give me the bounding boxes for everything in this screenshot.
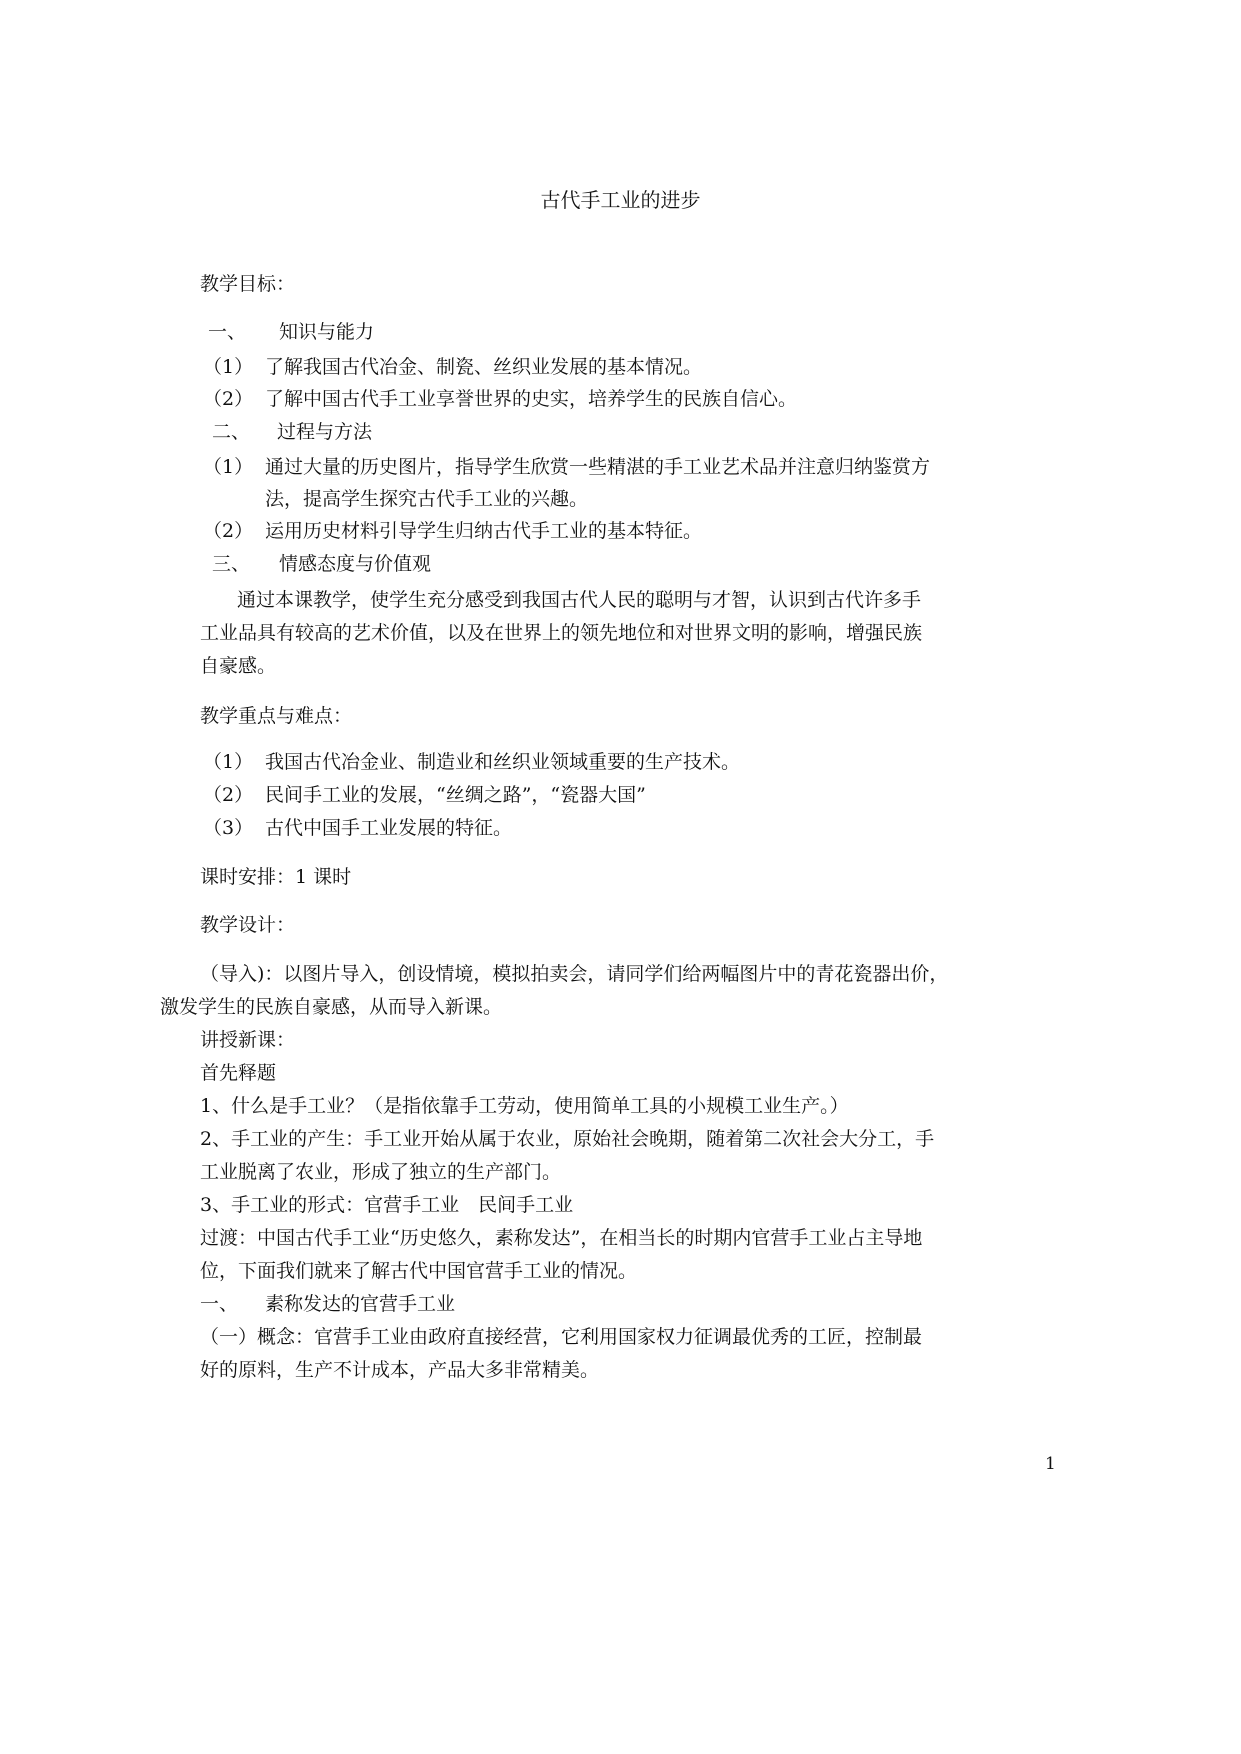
- explain-label: 首先释题: [200, 1062, 277, 1084]
- item-text-continuation: 法，提高学生探究古代手工业的兴趣。: [265, 488, 589, 510]
- paragraph-line: 3、手工业的形式：官营手工业 民间手工业: [200, 1194, 574, 1216]
- section-text: 知识与能力: [279, 321, 375, 343]
- item-text: 了解中国古代手工业享誉世界的史实，培养学生的民族自信心。: [265, 388, 798, 410]
- item-number: （3）: [203, 817, 254, 839]
- paragraph-line: 激发学生的民族自豪感，从而导入新课。: [160, 996, 503, 1018]
- section-text: 素称发达的官营手工业: [265, 1293, 456, 1315]
- page-number: 1: [1045, 1454, 1056, 1474]
- lecture-label: 讲授新课：: [200, 1029, 296, 1051]
- section-text: 过程与方法: [277, 421, 373, 443]
- paragraph-line: 1、什么是手工业？（是指依靠手工劳动，使用简单工具的小规模工业生产。）: [200, 1095, 849, 1117]
- keypoints-label: 教学重点与难点：: [200, 705, 353, 727]
- item-number: （2）: [203, 388, 254, 410]
- objectives-label: 教学目标：: [200, 273, 296, 295]
- item-text: 我国古代冶金业、制造业和丝织业领域重要的生产技术。: [265, 751, 741, 773]
- paragraph-line: 好的原料，生产不计成本，产品大多非常精美。: [200, 1359, 600, 1381]
- paragraph-line: （导入)：以图片导入，创设情境，模拟拍卖会，请同学们给两幅图片中的青花瓷器出价，: [200, 963, 949, 985]
- section-text: 情感态度与价值观: [279, 553, 432, 575]
- item-text: 民间手工业的发展，“丝绸之路”，“瓷器大国”: [265, 784, 646, 806]
- item-number: （2）: [203, 784, 254, 806]
- paragraph-line: 位，下面我们就来了解古代中国官营手工业的情况。: [200, 1260, 638, 1282]
- paragraph-line: 工业品具有较高的艺术价值，以及在世界上的领先地位和对世界文明的影响，增强民族: [200, 622, 923, 644]
- item-number: （2）: [203, 520, 254, 542]
- item-number: （1）: [203, 356, 254, 378]
- paragraph-line: 通过本课教学，使学生充分感受到我国古代人民的聪明与才智，认识到古代许多手: [237, 589, 922, 611]
- section-number: 二、: [212, 421, 251, 443]
- section-number: 一、: [200, 1293, 239, 1315]
- item-text: 古代中国手工业发展的特征。: [265, 817, 513, 839]
- paragraph-line: 自豪感。: [200, 655, 277, 677]
- design-label: 教学设计：: [200, 914, 296, 936]
- paragraph-line: 2、手工业的产生：手工业开始从属于农业，原始社会晚期，随着第二次社会大分工，手: [200, 1128, 935, 1150]
- section-number: 三、: [212, 553, 251, 575]
- item-number: （1）: [203, 751, 254, 773]
- item-text: 运用历史材料引导学生归纳古代手工业的基本特征。: [265, 520, 703, 542]
- item-number: （1）: [203, 456, 254, 478]
- schedule-line: 课时安排：1 课时: [200, 866, 352, 888]
- section-number: 一、: [208, 321, 247, 343]
- item-text: 通过大量的历史图片，指导学生欣赏一些精湛的手工业艺术品并注意归纳鉴赏方: [265, 456, 931, 478]
- paragraph-line: 工业脱离了农业，形成了独立的生产部门。: [200, 1161, 562, 1183]
- paragraph-line: （一）概念：官营手工业由政府直接经营，它利用国家权力征调最优秀的工匠，控制最: [200, 1326, 923, 1348]
- item-text: 了解我国古代冶金、制瓷、丝织业发展的基本情况。: [265, 356, 703, 378]
- paragraph-line: 过渡：中国古代手工业“历史悠久，素称发达”，在相当长的时期内官营手工业占主导地: [200, 1227, 923, 1249]
- page-title: 古代手工业的进步: [540, 188, 701, 212]
